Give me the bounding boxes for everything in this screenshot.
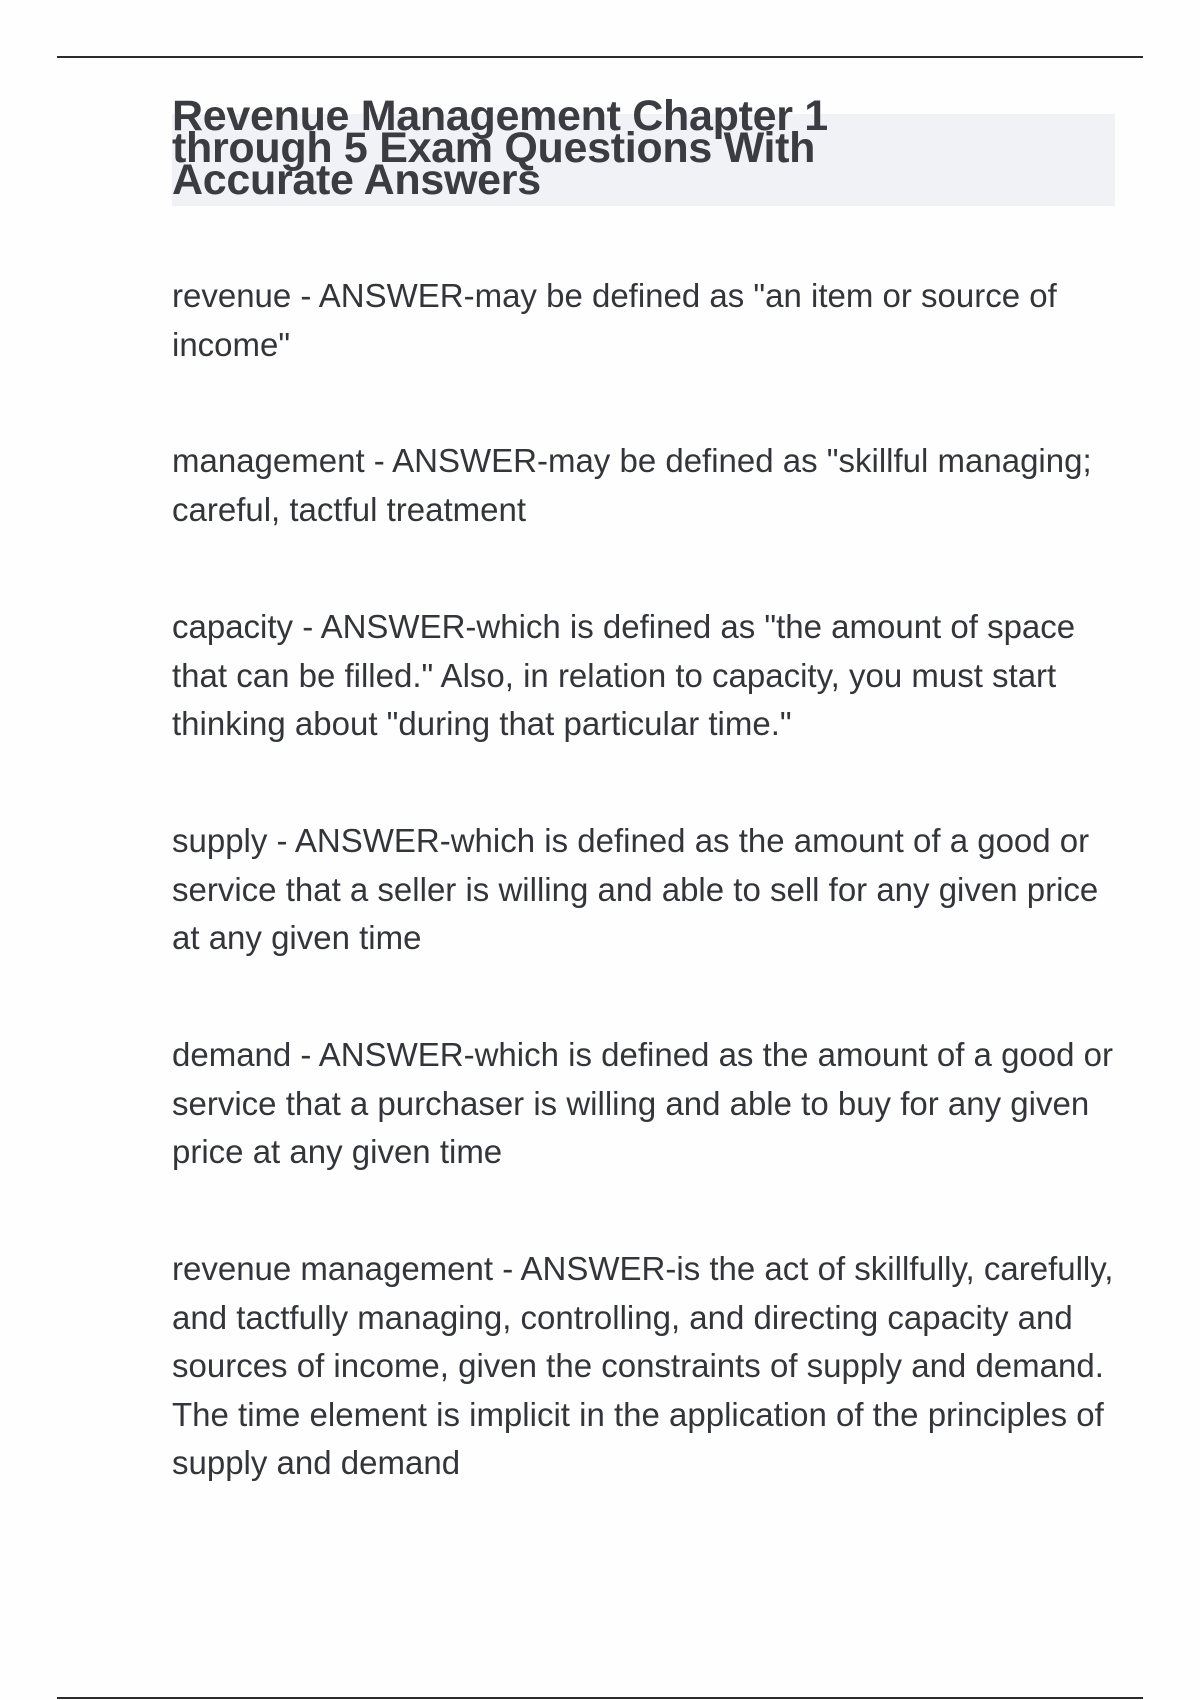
bottom-rule [57,1697,1143,1699]
answer-entry-revenue: revenue - ANSWER-may be defined as "an item or source of income" [172,277,1066,363]
top-rule [57,56,1143,58]
document-title: Revenue Management Chapter 1 through 5 Exam Questions With Accurate Answers [172,92,828,204]
answer-entry-demand: demand - ANSWER-which is defined as the amount of a good or service that a purchaser is willing and able to buy for any given price at any given time [172,1036,1123,1170]
answer-entry-revenue-management: revenue management - ANSWER-is the act of skillfully, carefully, and tactfully managing, controlling, and directing capacity and sources of income, given the constraints of supply and demand. The time element is implicit in the application of the principles of supply and demand [172,1250,1123,1481]
answer-entry-capacity: capacity - ANSWER-which is defined as "the amount of space that can be filled." Also, in relation to capacity, you must start thinking about "during that particular time." [172,608,1085,742]
answer-entry-management: management - ANSWER-may be defined as "skillful managing; careful, tactful treatment [172,442,1101,528]
answer-entry-supply: supply - ANSWER-which is defined as the amount of a good or service that a seller is willing and able to sell for any given price at any given time [172,822,1108,956]
